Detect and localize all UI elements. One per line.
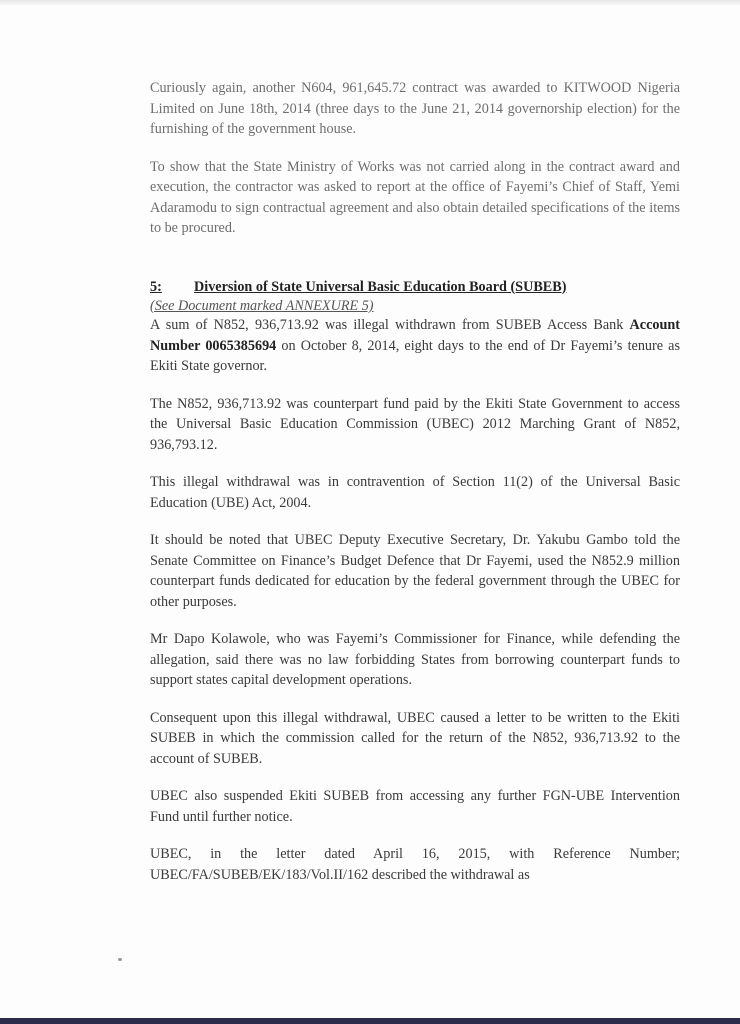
paragraph-reference-letter: UBEC, in the letter dated April 16, 2015, with Reference Number; UBEC/FA/SUBEB/EK/183/Vol.II/162 described the withdrawal as (150, 846, 680, 883)
section-heading (150, 277, 680, 298)
withdrawal-text-start: A sum of N852, 936,713.92 was illegal withdrawn from SUBEB Access Bank (150, 317, 630, 333)
scan-bottom-edge (0, 1018, 740, 1024)
scan-top-edge (0, 0, 740, 6)
account-number: Account Number 0065385694 (150, 317, 680, 354)
paragraph-ubec-letter: Consequent upon this illegal withdrawal, UBEC caused a letter to be written to the Ekiti SUBEB in which the commission called for the return of the N852, 936,713.92 to the account of SUBEB. (150, 709, 680, 767)
section-number: 5: (150, 278, 162, 295)
document-body (150, 78, 680, 885)
paragraph-ubec-deputy: It should be noted that UBEC Deputy Executive Secretary, Dr. Yakubu Gambo told the Senate Committee on Finance’s Budget Defence that Dr Fayemi, used the N852.9 million counterpart funds dedicated for education by the federal government through the UBEC for other purposes. (150, 532, 680, 610)
paragraph-counterpart-fund: The N852, 936,713.92 was counterpart fund paid by the Ekiti State Government to access the Universal Basic Education Commission (UBEC) 2012 Marching Grant of N852, 936,793.12. (150, 395, 680, 453)
paragraph-ministry-of-works: To show that the State Ministry of Works was not carried along in the contract award and execution, the contractor was asked to report at the office of Fayemi’s Chief of Staff, Yemi Adaramodu to sign contractual agreement and also obtain detailed specifications of the items to be procured. (150, 158, 680, 236)
section-title: Diversion of State Universal Basic Education Board (SUBEB) (194, 278, 567, 295)
paragraph-kolawole: Mr Dapo Kolawole, who was Fayemi’s Commissioner for Finance, while defending the allegation, said there was no law forbidding States from borrowing counterpart funds to support states capital development operations. (150, 631, 680, 688)
scan-speck (118, 958, 122, 961)
paragraph-withdrawal (150, 315, 680, 377)
annexure-reference: (See Document marked ANNEXURE 5) (150, 298, 374, 314)
paragraph-contravention: This illegal withdrawal was in contravention of Section 11(2) of the Universal Basic Education (UBE) Act, 2004. (150, 474, 680, 511)
paragraph-suspension: UBEC also suspended Ekiti SUBEB from accessing any further FGN-UBE Intervention Fund until further notice. (150, 788, 680, 825)
withdrawal-text-end: on October 8, 2014, eight days to the end of Dr Fayemi’s tenure as Ekiti State governor. (150, 337, 680, 374)
paragraph-kitwood-contract: Curiously again, another N604, 961,645.72 contract was awarded to KITWOOD Nigeria Limited on June 18th, 2014 (three days to the June 21, 2014 governorship election) for the furnishing of the government house. (150, 80, 680, 137)
